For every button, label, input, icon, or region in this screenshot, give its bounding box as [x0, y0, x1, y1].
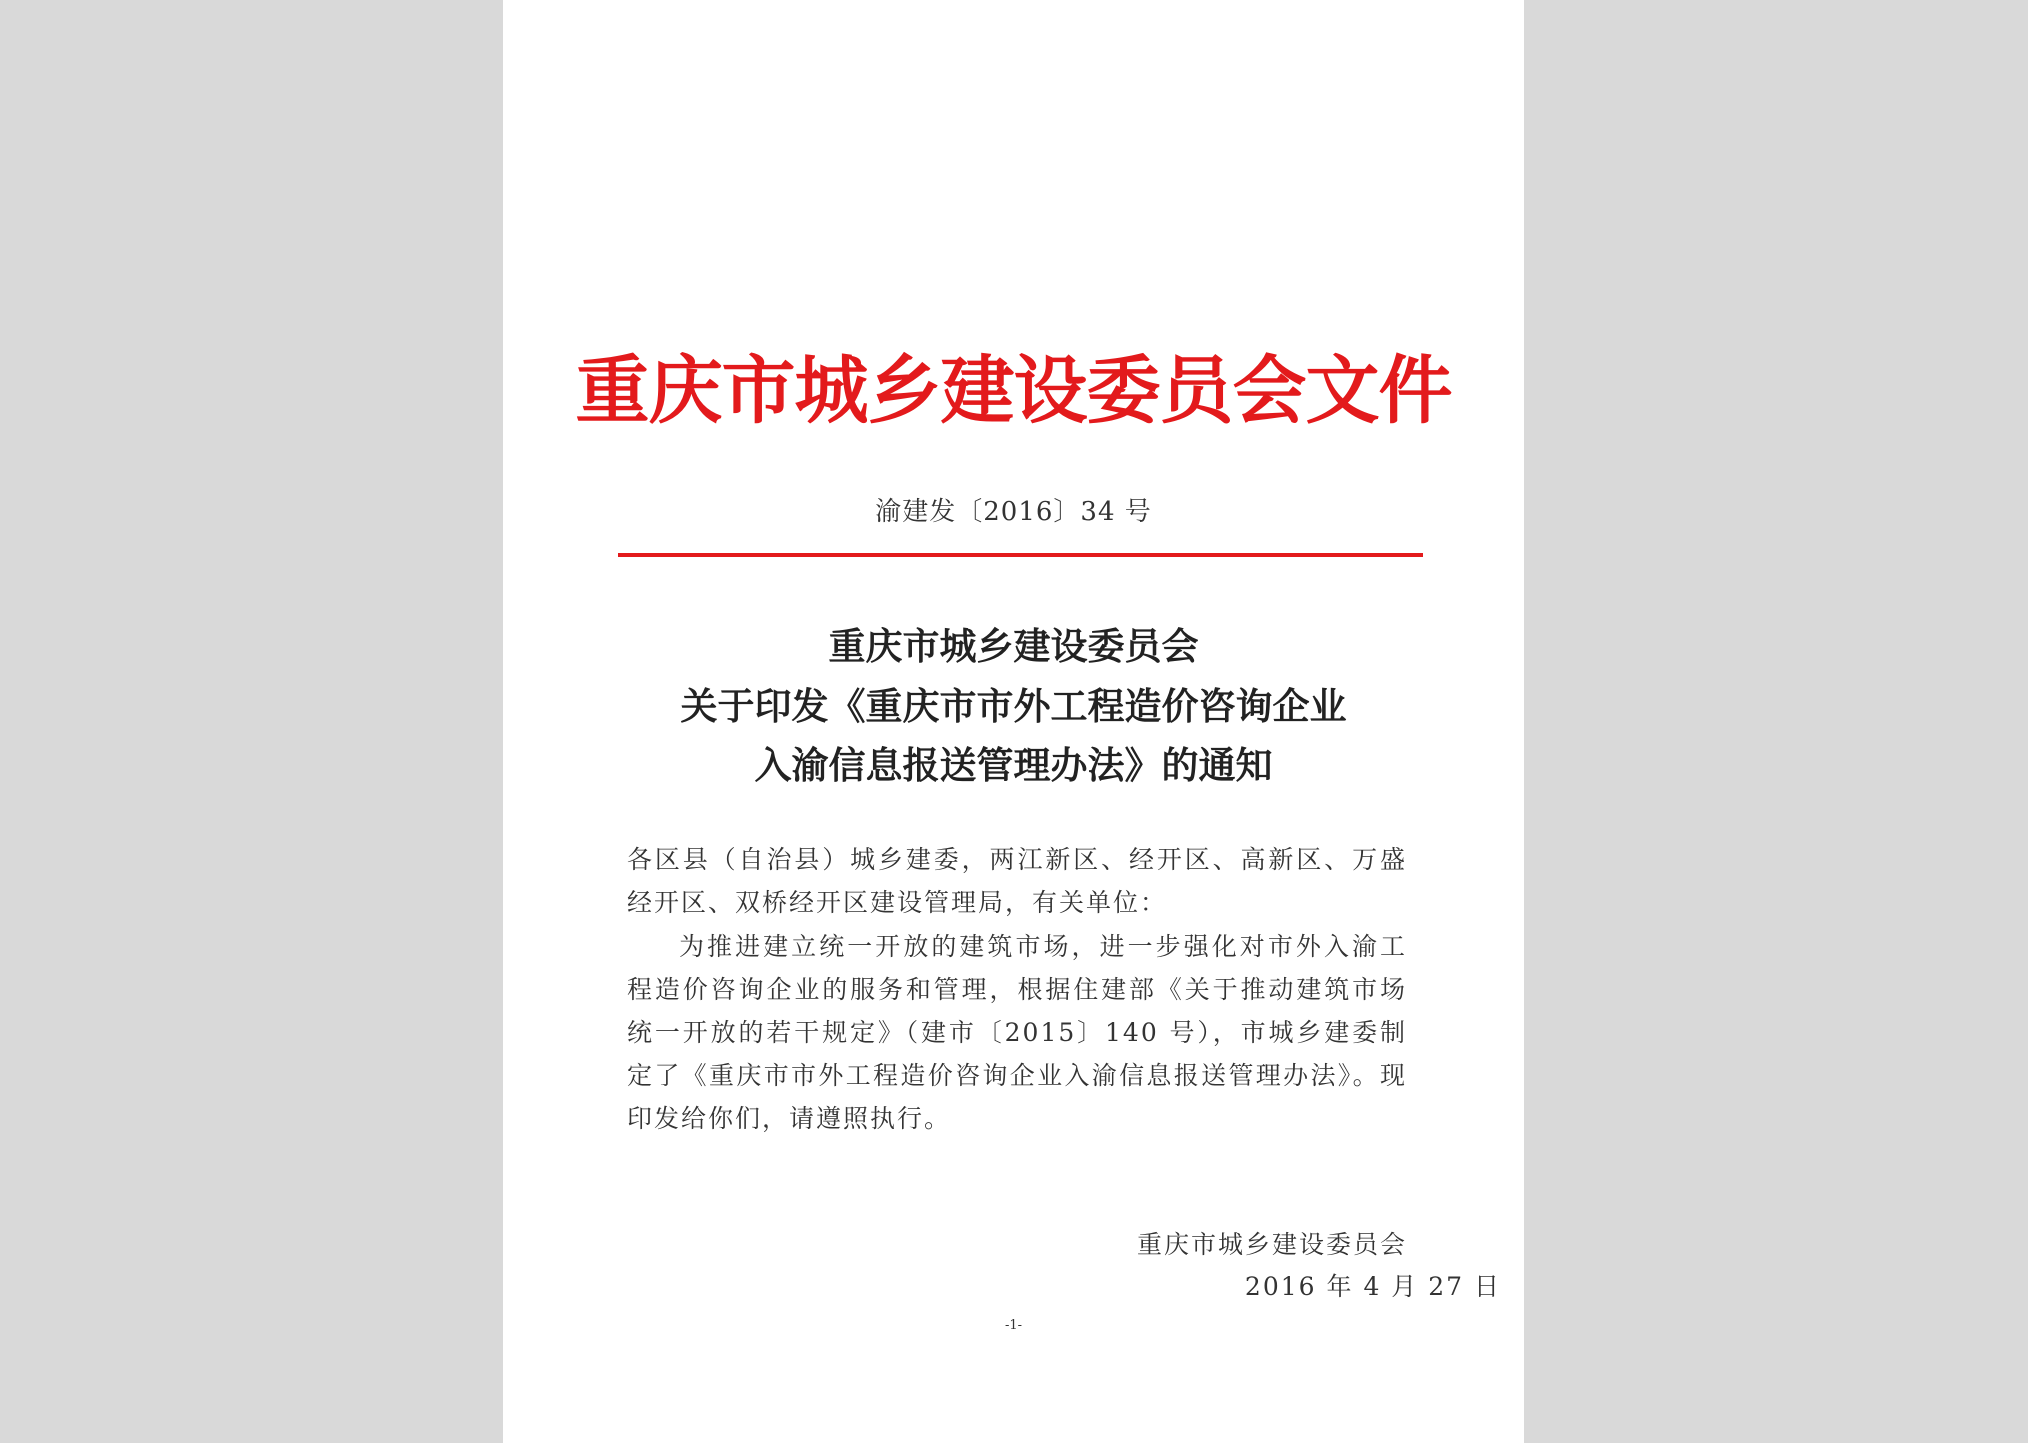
salutation-text: 各区县（自治县）城乡建委，两江新区、经开区、高新区、万盛经开区、双桥经开区建设管理局，有关单位：: [627, 845, 1407, 917]
document-masthead: 重庆市城乡建设委员会文件: [575, 348, 1452, 434]
title-line-1: 重庆市城乡建设委员会: [828, 624, 1199, 668]
title-line-2: 关于印发《重庆市市外工程造价咨询企业: [680, 684, 1347, 728]
body-paragraph: [627, 925, 1407, 1140]
document-page: [503, 0, 1524, 1443]
red-divider-line: [618, 553, 1423, 557]
page-number: -1-: [1004, 1318, 1023, 1333]
salutation: [627, 838, 1407, 924]
signature-date: 2016 年 4 月 27 日: [1244, 1272, 1501, 1301]
signature-organization: 重庆市城乡建设委员会: [1136, 1230, 1407, 1259]
title-line-3: 入渝信息报送管理办法》的通知: [754, 743, 1273, 787]
document-number: 渝建发〔2016〕34 号: [875, 497, 1152, 527]
body-paragraph-text: 为推进建立统一开放的建筑市场，进一步强化对市外入渝工程造价咨询企业的服务和管理，根据住建部《关于推动建筑市场统一开放的若干规定》（建市〔2015〕140 号），市城乡建委制定了《重庆市市外工程造价咨询企业入渝信息报送管理办法》。现印发给你们，请遵照执行。: [627, 932, 1407, 1133]
